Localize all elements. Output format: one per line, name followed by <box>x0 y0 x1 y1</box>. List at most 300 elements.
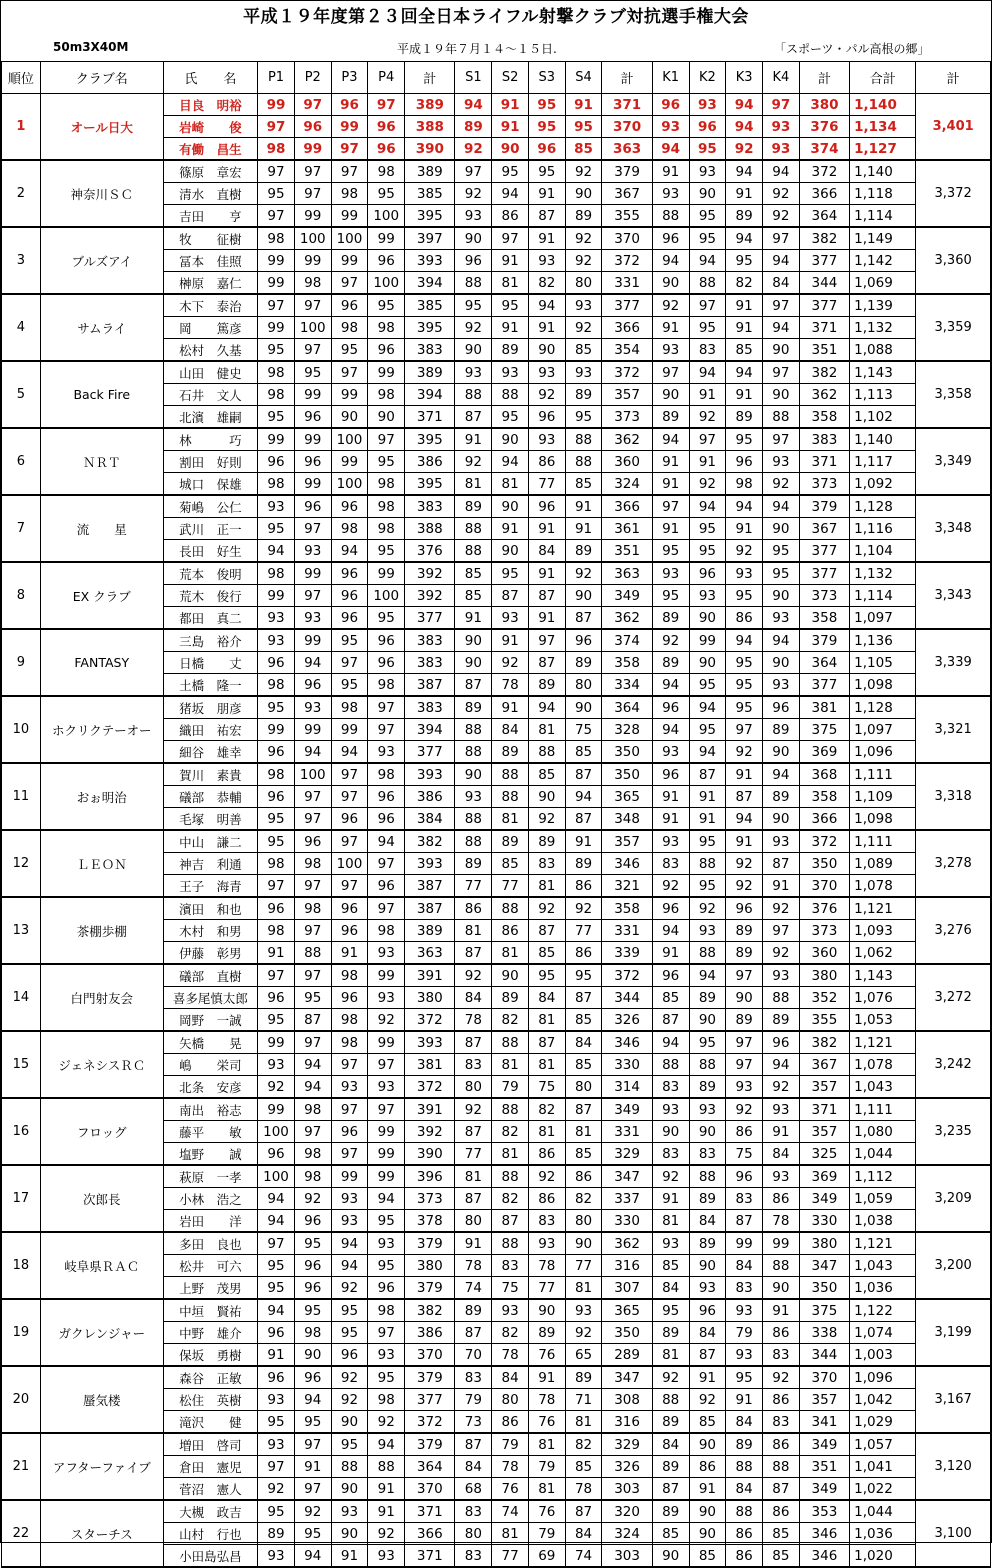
series-score: 89 <box>565 384 602 406</box>
shooter-name: 倉田 憲児 <box>163 1456 257 1478</box>
position-subtotal: 349 <box>602 1098 652 1121</box>
series-score: 87 <box>492 1210 529 1233</box>
series-score: 90 <box>726 987 763 1009</box>
series-score: 96 <box>294 1366 331 1389</box>
position-subtotal: 365 <box>602 786 652 808</box>
series-score: 88 <box>763 1255 800 1277</box>
series-score: 97 <box>294 786 331 808</box>
series-score: 77 <box>528 1277 565 1300</box>
series-score: 83 <box>455 1500 492 1523</box>
series-score: 89 <box>652 1411 689 1434</box>
series-score: 96 <box>331 920 368 942</box>
series-score: 82 <box>565 1188 602 1210</box>
series-score: 89 <box>726 406 763 429</box>
series-score: 86 <box>492 920 529 942</box>
series-score: 91 <box>652 317 689 339</box>
series-score: 95 <box>652 540 689 563</box>
series-score: 94 <box>689 250 726 272</box>
shooter-total: 1,128 <box>850 696 916 719</box>
series-score: 93 <box>726 1076 763 1099</box>
series-score: 93 <box>258 1389 295 1411</box>
series-score: 86 <box>726 1523 763 1545</box>
shooter-name: 松村 久基 <box>163 339 257 362</box>
series-score: 88 <box>726 1456 763 1478</box>
series-score: 92 <box>652 1366 689 1389</box>
position-subtotal: 392 <box>405 1121 455 1143</box>
series-score: 96 <box>258 1322 295 1344</box>
event-name: 50m3X40M <box>53 40 129 54</box>
col-p-sum-header: 計 <box>405 62 455 94</box>
series-score: 87 <box>689 1344 726 1367</box>
series-score: 95 <box>331 629 368 652</box>
series-score: 89 <box>652 1456 689 1478</box>
series-score: 90 <box>652 272 689 295</box>
series-score: 93 <box>368 1076 405 1099</box>
series-score: 89 <box>565 205 602 228</box>
position-subtotal: 324 <box>602 1523 652 1545</box>
series-score: 91 <box>368 1478 405 1501</box>
series-score: 93 <box>258 1054 295 1076</box>
series-score: 99 <box>258 585 295 607</box>
series-score: 94 <box>689 361 726 384</box>
col-p4-header: P4 <box>368 62 405 94</box>
shooter-total: 1,044 <box>850 1500 916 1523</box>
shooter-name: 滝沢 健 <box>163 1411 257 1434</box>
position-subtotal: 326 <box>602 1456 652 1478</box>
series-score: 97 <box>294 808 331 831</box>
series-score: 97 <box>726 1054 763 1076</box>
series-score: 99 <box>368 562 405 585</box>
series-score: 85 <box>455 562 492 585</box>
series-score: 94 <box>763 1054 800 1076</box>
series-score: 97 <box>294 339 331 362</box>
shooter-name: 日橋 丈 <box>163 652 257 674</box>
position-subtotal: 337 <box>602 1188 652 1210</box>
position-subtotal: 379 <box>405 1277 455 1300</box>
series-score: 79 <box>726 1322 763 1344</box>
series-score: 94 <box>652 428 689 451</box>
series-score: 95 <box>763 540 800 563</box>
series-score: 88 <box>492 763 529 786</box>
position-subtotal: 389 <box>405 94 455 116</box>
position-subtotal: 377 <box>405 1389 455 1411</box>
position-subtotal: 372 <box>405 1076 455 1099</box>
team-rank: 8 <box>2 562 41 629</box>
series-score: 85 <box>689 1545 726 1568</box>
series-score: 100 <box>331 227 368 250</box>
series-score: 98 <box>294 272 331 295</box>
series-score: 88 <box>689 853 726 875</box>
series-score: 97 <box>368 719 405 741</box>
series-score: 79 <box>528 1456 565 1478</box>
position-subtotal: 289 <box>602 1344 652 1367</box>
shooter-name: 塩野 誠 <box>163 1143 257 1166</box>
series-score: 96 <box>331 294 368 317</box>
shooter-name: 賀川 素貴 <box>163 763 257 786</box>
series-score: 91 <box>689 1478 726 1501</box>
series-score: 87 <box>652 1009 689 1032</box>
series-score: 96 <box>368 808 405 831</box>
series-score: 91 <box>652 451 689 473</box>
series-score: 88 <box>565 428 602 451</box>
shooter-name: 北濱 雄嗣 <box>163 406 257 429</box>
series-score: 90 <box>652 384 689 406</box>
series-score: 95 <box>294 361 331 384</box>
series-score: 96 <box>258 741 295 764</box>
shooter-name: 荒本 俊明 <box>163 562 257 585</box>
shooter-name: 小林 浩之 <box>163 1188 257 1210</box>
series-score: 97 <box>528 629 565 652</box>
shooter-total: 1,078 <box>850 875 916 898</box>
position-subtotal: 363 <box>602 562 652 585</box>
series-score: 96 <box>331 607 368 630</box>
series-score: 99 <box>294 473 331 496</box>
series-score: 94 <box>726 808 763 831</box>
series-score: 96 <box>294 674 331 697</box>
series-score: 83 <box>652 853 689 875</box>
series-score: 97 <box>258 205 295 228</box>
col-s1-header: S1 <box>455 62 492 94</box>
series-score: 95 <box>258 339 295 362</box>
series-score: 97 <box>294 160 331 183</box>
position-subtotal: 373 <box>799 473 849 496</box>
series-score: 85 <box>528 763 565 786</box>
series-score: 94 <box>294 1389 331 1411</box>
series-score: 92 <box>652 875 689 898</box>
series-score: 90 <box>331 1411 368 1434</box>
series-score: 93 <box>331 1076 368 1099</box>
series-score: 97 <box>689 428 726 451</box>
series-score: 81 <box>492 1054 529 1076</box>
series-score: 86 <box>726 1121 763 1143</box>
series-score: 99 <box>331 1165 368 1188</box>
shooter-total: 1,122 <box>850 1299 916 1322</box>
series-score: 81 <box>455 1165 492 1188</box>
series-score: 91 <box>726 317 763 339</box>
series-score: 88 <box>763 406 800 429</box>
series-score: 98 <box>258 473 295 496</box>
team-rank: 3 <box>2 227 41 294</box>
shooter-name: 菅沼 憲人 <box>163 1478 257 1501</box>
position-subtotal: 382 <box>799 1031 849 1054</box>
series-score: 90 <box>565 585 602 607</box>
club-name: 茶棚歩棚 <box>40 897 163 964</box>
series-score: 90 <box>528 339 565 362</box>
series-score: 88 <box>455 272 492 295</box>
series-score: 74 <box>565 1545 602 1568</box>
series-score: 77 <box>528 473 565 496</box>
series-score: 94 <box>652 674 689 697</box>
series-score: 94 <box>258 1188 295 1210</box>
shooter-total: 1,111 <box>850 763 916 786</box>
series-score: 83 <box>652 1076 689 1099</box>
series-score: 94 <box>652 138 689 161</box>
club-name: 白門射友会 <box>40 964 163 1031</box>
position-subtotal: 393 <box>405 1031 455 1054</box>
series-score: 89 <box>763 1009 800 1032</box>
series-score: 94 <box>689 964 726 987</box>
series-score: 97 <box>763 94 800 116</box>
team-rank: 17 <box>2 1165 41 1232</box>
shooter-name: 有働 昌生 <box>163 138 257 161</box>
event-date: 平成１９年７月１４～１５日. <box>397 42 557 56</box>
series-score: 91 <box>689 1366 726 1389</box>
table-row <box>2 1098 991 1121</box>
series-score: 86 <box>763 1433 800 1456</box>
position-subtotal: 381 <box>405 1054 455 1076</box>
series-score: 85 <box>565 1456 602 1478</box>
series-score: 92 <box>455 964 492 987</box>
series-score: 94 <box>368 830 405 853</box>
series-score: 81 <box>492 1523 529 1545</box>
series-score: 89 <box>492 339 529 362</box>
club-name: FANTASY <box>40 629 163 696</box>
series-score: 96 <box>258 1366 295 1389</box>
series-score: 93 <box>689 920 726 942</box>
series-score: 94 <box>294 1076 331 1099</box>
series-score: 88 <box>368 1456 405 1478</box>
series-score: 88 <box>652 1054 689 1076</box>
series-score: 87 <box>294 1009 331 1032</box>
series-score: 96 <box>368 875 405 898</box>
series-score: 95 <box>689 317 726 339</box>
series-score: 90 <box>689 652 726 674</box>
series-score: 98 <box>258 562 295 585</box>
series-score: 90 <box>455 629 492 652</box>
series-score: 93 <box>528 428 565 451</box>
position-subtotal: 387 <box>405 674 455 697</box>
series-score: 75 <box>528 1076 565 1099</box>
shooter-name: 嶋 栄司 <box>163 1054 257 1076</box>
series-score: 84 <box>652 1277 689 1300</box>
series-score: 94 <box>726 227 763 250</box>
series-score: 95 <box>331 1433 368 1456</box>
position-subtotal: 382 <box>799 227 849 250</box>
series-score: 95 <box>258 183 295 205</box>
series-score: 87 <box>528 205 565 228</box>
series-score: 81 <box>652 1210 689 1233</box>
series-score: 96 <box>258 451 295 473</box>
position-subtotal: 370 <box>799 875 849 898</box>
series-score: 91 <box>726 294 763 317</box>
series-score: 93 <box>368 1344 405 1367</box>
position-subtotal: 371 <box>405 406 455 429</box>
series-score: 90 <box>294 1344 331 1367</box>
col-k2-header: K2 <box>689 62 726 94</box>
shooter-name: 都田 真二 <box>163 607 257 630</box>
series-score: 84 <box>528 540 565 563</box>
series-score: 81 <box>565 1121 602 1143</box>
series-score: 82 <box>492 1121 529 1143</box>
series-score: 87 <box>763 1478 800 1501</box>
shooter-total: 1,044 <box>850 1143 916 1166</box>
shooter-name: 神吉 利通 <box>163 853 257 875</box>
series-score: 93 <box>565 361 602 384</box>
position-subtotal: 314 <box>602 1076 652 1099</box>
series-score: 87 <box>565 763 602 786</box>
series-score: 80 <box>455 1076 492 1099</box>
series-score: 96 <box>294 830 331 853</box>
series-score: 91 <box>455 607 492 630</box>
series-score: 99 <box>368 227 405 250</box>
position-subtotal: 371 <box>799 451 849 473</box>
col-s2-header: S2 <box>492 62 529 94</box>
team-total: 3,372 <box>916 160 991 227</box>
series-score: 97 <box>258 294 295 317</box>
col-club-header: クラブ名 <box>40 62 163 94</box>
series-score: 97 <box>331 361 368 384</box>
series-score: 88 <box>763 987 800 1009</box>
series-score: 95 <box>689 1031 726 1054</box>
series-score: 90 <box>763 652 800 674</box>
series-score: 93 <box>652 562 689 585</box>
series-score: 88 <box>492 1232 529 1255</box>
series-score: 83 <box>455 1545 492 1568</box>
shooter-total: 1,140 <box>850 160 916 183</box>
series-score: 91 <box>565 94 602 116</box>
shooter-name: 荒木 俊行 <box>163 585 257 607</box>
position-subtotal: 364 <box>799 652 849 674</box>
series-score: 91 <box>763 1121 800 1143</box>
position-subtotal: 372 <box>602 361 652 384</box>
series-score: 95 <box>258 1500 295 1523</box>
series-score: 90 <box>368 406 405 429</box>
series-score: 89 <box>528 830 565 853</box>
series-score: 93 <box>652 339 689 362</box>
series-score: 99 <box>258 317 295 339</box>
series-score: 88 <box>763 1456 800 1478</box>
shooter-total: 1,088 <box>850 339 916 362</box>
series-score: 78 <box>492 674 529 697</box>
series-score: 87 <box>565 1098 602 1121</box>
series-score: 97 <box>368 1322 405 1344</box>
series-score: 100 <box>331 428 368 451</box>
position-subtotal: 350 <box>799 853 849 875</box>
series-score: 90 <box>689 1500 726 1523</box>
series-score: 88 <box>455 808 492 831</box>
series-score: 85 <box>652 1523 689 1545</box>
series-score: 96 <box>368 138 405 161</box>
series-score: 97 <box>294 183 331 205</box>
table-row <box>2 94 991 116</box>
position-subtotal: 366 <box>602 317 652 339</box>
series-score: 92 <box>652 629 689 652</box>
series-score: 99 <box>368 361 405 384</box>
team-total: 3,199 <box>916 1299 991 1366</box>
position-subtotal: 338 <box>799 1322 849 1344</box>
series-score: 90 <box>455 652 492 674</box>
series-score: 76 <box>528 1344 565 1367</box>
series-score: 96 <box>368 1277 405 1300</box>
shooter-name: 王子 海青 <box>163 875 257 898</box>
table-row <box>2 629 991 652</box>
series-score: 88 <box>689 272 726 295</box>
series-score: 83 <box>455 1054 492 1076</box>
series-score: 91 <box>492 317 529 339</box>
series-score: 87 <box>455 1433 492 1456</box>
series-score: 89 <box>763 719 800 741</box>
series-score: 81 <box>455 920 492 942</box>
series-score: 91 <box>689 786 726 808</box>
series-score: 96 <box>294 116 331 138</box>
series-score: 89 <box>726 920 763 942</box>
col-s-sum-header: 計 <box>602 62 652 94</box>
position-subtotal: 324 <box>602 473 652 496</box>
series-score: 90 <box>763 1277 800 1300</box>
series-score: 92 <box>763 1366 800 1389</box>
col-p2-header: P2 <box>294 62 331 94</box>
series-score: 95 <box>258 830 295 853</box>
series-score: 95 <box>331 1299 368 1322</box>
series-score: 87 <box>763 853 800 875</box>
series-score: 91 <box>726 183 763 205</box>
position-subtotal: 344 <box>799 272 849 295</box>
series-score: 80 <box>455 1210 492 1233</box>
col-k-sum-header: 計 <box>799 62 849 94</box>
series-score: 77 <box>455 875 492 898</box>
series-score: 91 <box>652 1188 689 1210</box>
position-subtotal: 341 <box>799 1411 849 1434</box>
series-score: 91 <box>528 227 565 250</box>
series-score: 91 <box>565 830 602 853</box>
series-score: 96 <box>726 897 763 920</box>
series-score: 95 <box>726 674 763 697</box>
shooter-total: 1,136 <box>850 629 916 652</box>
series-score: 90 <box>455 339 492 362</box>
team-total: 3,235 <box>916 1098 991 1165</box>
series-score: 98 <box>258 763 295 786</box>
series-score: 85 <box>763 1545 800 1568</box>
series-score: 95 <box>368 1210 405 1233</box>
series-score: 93 <box>689 1277 726 1300</box>
position-subtotal: 383 <box>405 652 455 674</box>
shooter-name: 林 巧 <box>163 428 257 451</box>
series-score: 99 <box>258 1031 295 1054</box>
position-subtotal: 360 <box>799 942 849 965</box>
series-score: 95 <box>492 160 529 183</box>
series-score: 91 <box>763 875 800 898</box>
series-score: 95 <box>294 1232 331 1255</box>
series-score: 98 <box>331 696 368 719</box>
col-grand-total-header: 合計 <box>850 62 916 94</box>
series-score: 92 <box>565 160 602 183</box>
series-score: 96 <box>689 562 726 585</box>
series-score: 96 <box>652 897 689 920</box>
series-score: 94 <box>763 317 800 339</box>
series-score: 87 <box>689 763 726 786</box>
team-rank: 13 <box>2 897 41 964</box>
shooter-name: 中野 雄介 <box>163 1322 257 1344</box>
shooter-name: 藤平 敏 <box>163 1121 257 1143</box>
series-score: 91 <box>492 518 529 540</box>
series-score: 78 <box>763 1210 800 1233</box>
series-score: 85 <box>565 1054 602 1076</box>
header-row <box>2 62 991 94</box>
series-score: 96 <box>294 1255 331 1277</box>
series-score: 92 <box>565 562 602 585</box>
shooter-total: 1,078 <box>850 1054 916 1076</box>
series-score: 87 <box>726 1210 763 1233</box>
team-total: 3,359 <box>916 294 991 361</box>
table-row <box>2 294 991 317</box>
series-score: 99 <box>294 138 331 161</box>
position-subtotal: 347 <box>602 1165 652 1188</box>
table-row <box>2 964 991 987</box>
series-score: 93 <box>763 830 800 853</box>
series-score: 95 <box>294 987 331 1009</box>
series-score: 89 <box>455 1299 492 1322</box>
series-score: 98 <box>726 473 763 496</box>
